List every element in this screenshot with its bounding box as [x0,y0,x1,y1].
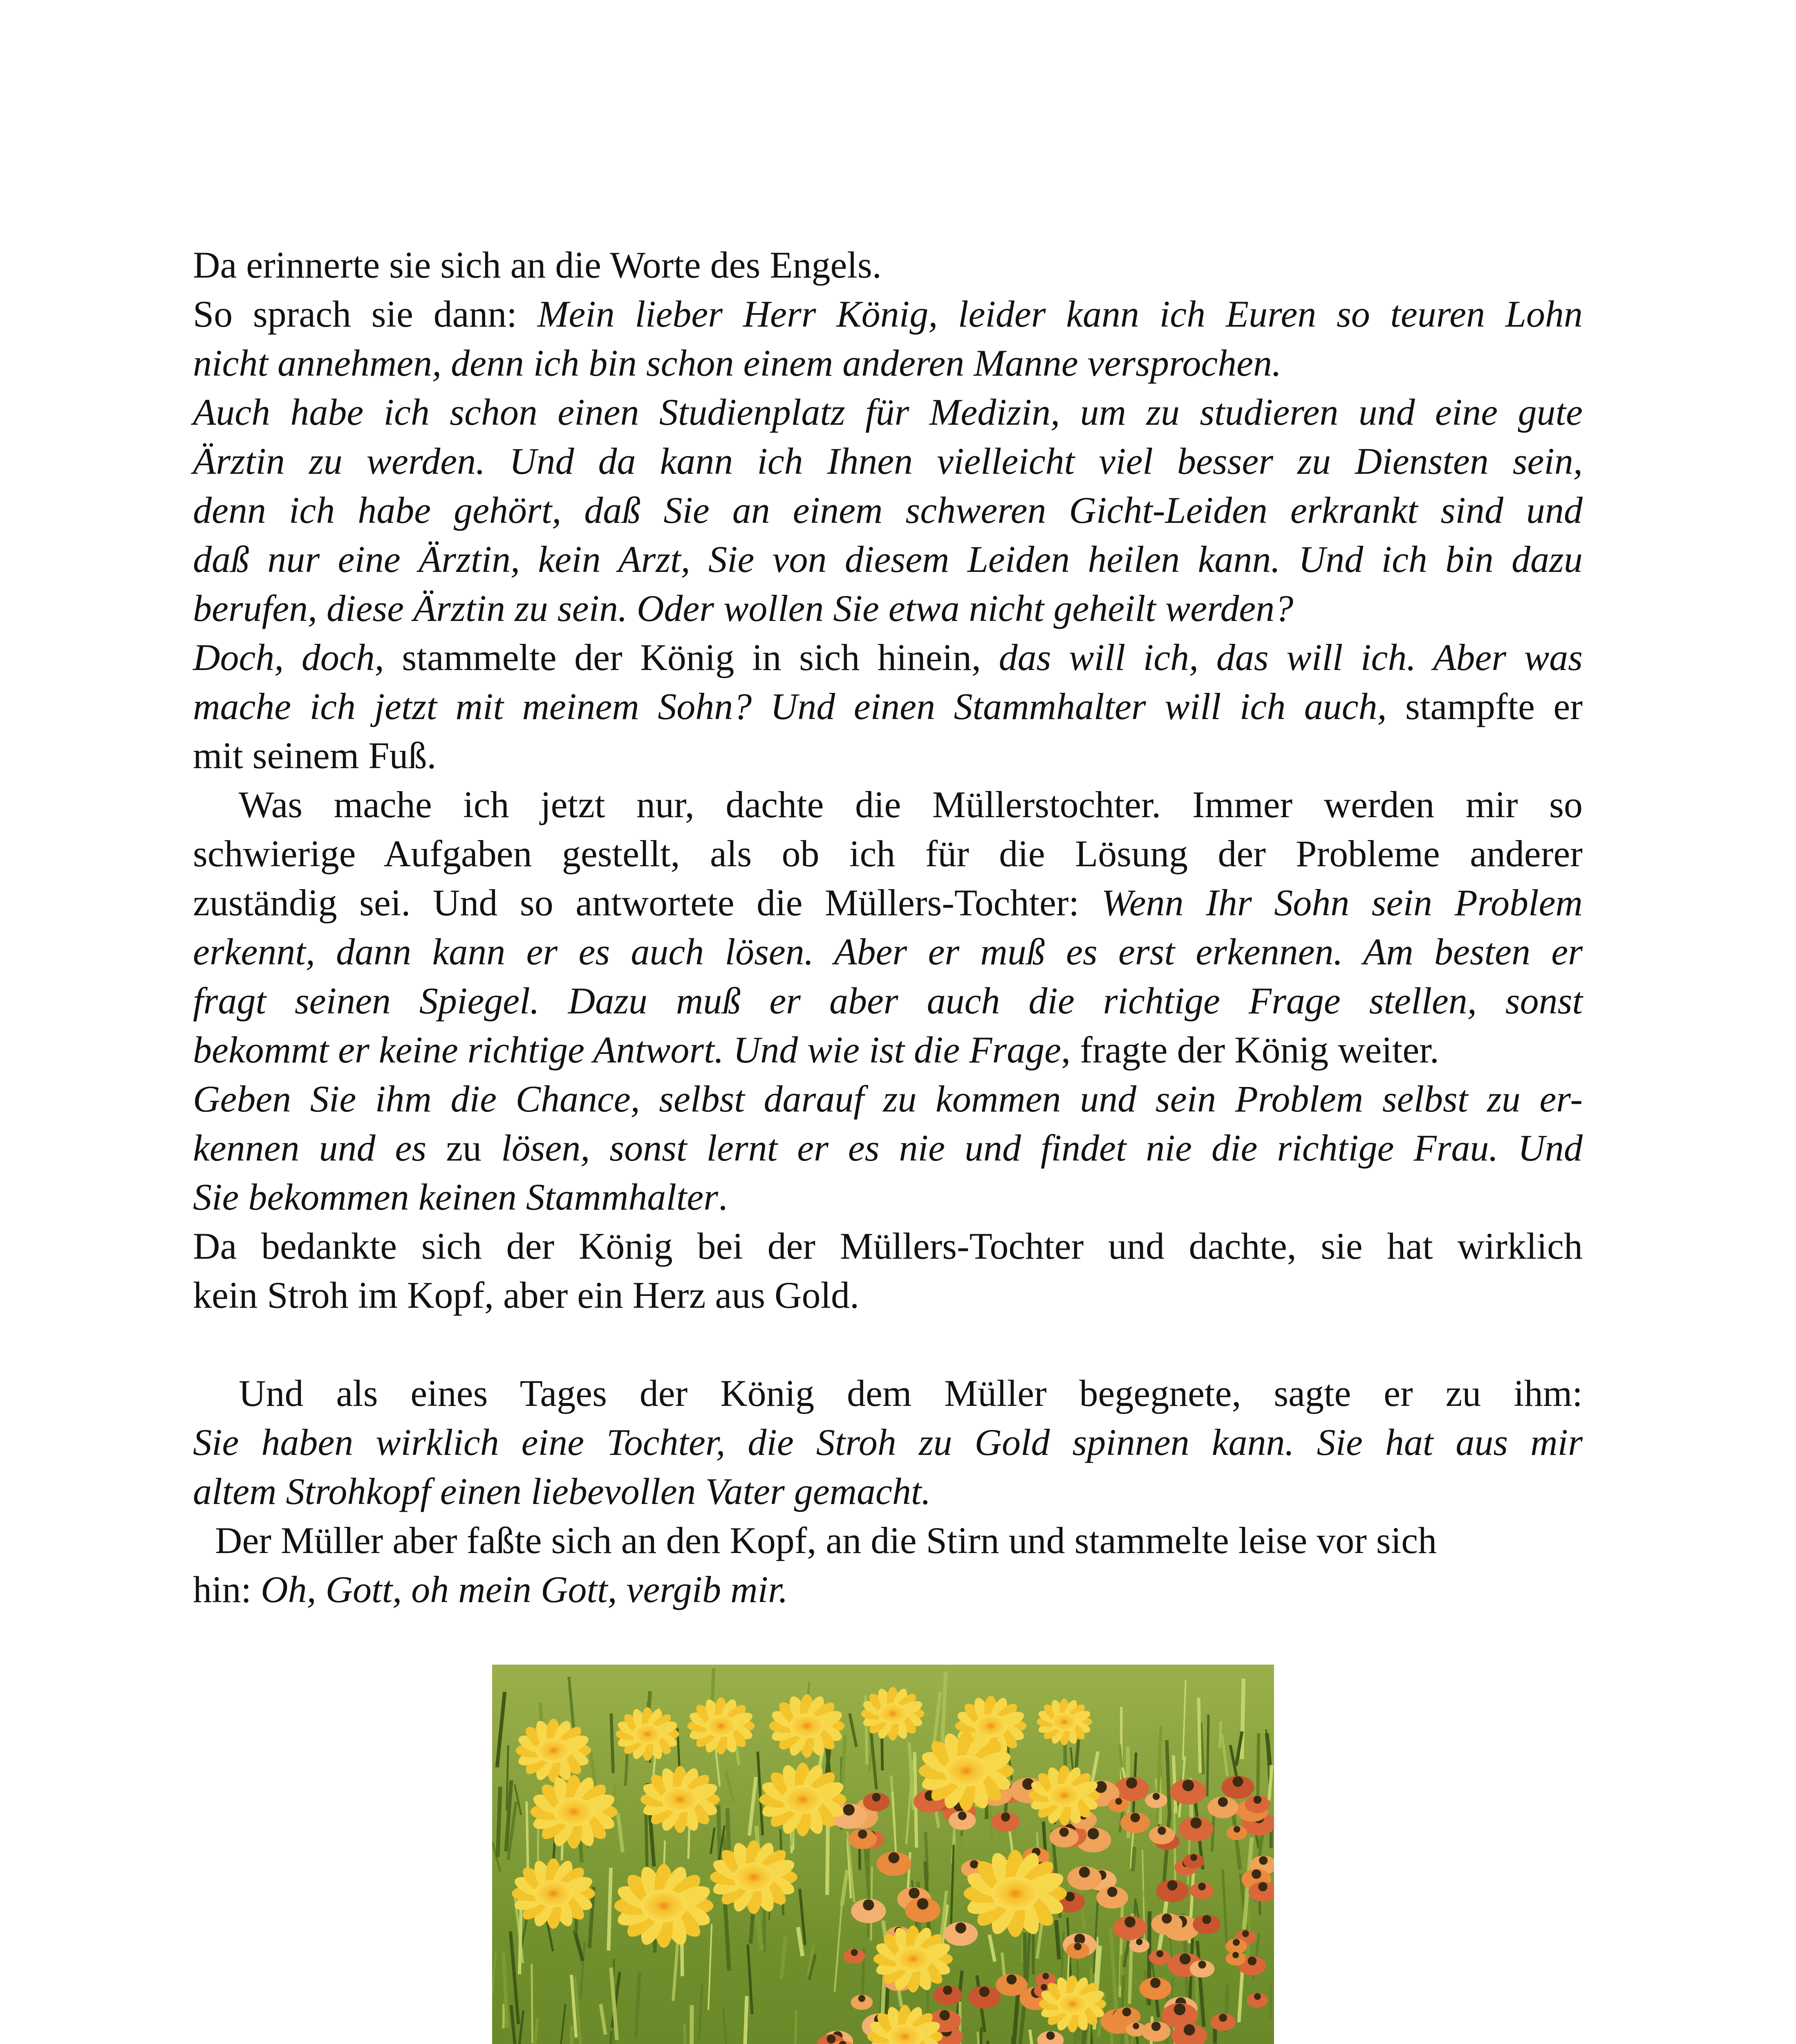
orange-flower [851,1995,873,2010]
text-line [193,1172,1583,1221]
italic-text: Doch, doch, [193,637,384,678]
body-text [193,240,1583,1614]
italic-text: erkennt, dann kann er es auch lösen. Aber er muß es erst erkennen. Am besten er [193,931,1583,973]
text-segment: hin: [193,1569,261,1610]
grass-stroke [1270,1985,1271,2019]
orange-flower [1193,1915,1220,1934]
yellow-flower [1037,1698,1092,1746]
grass-stroke [571,2026,573,2044]
yellow-flower [873,1925,953,1992]
text-line [193,1221,1583,1271]
italic-text: nicht annehmen, denn ich bin schon einem anderen Manne versprochen. [193,342,1282,384]
orange-flower [1170,1779,1207,1804]
text-segment: Was mache ich jetzt nur, dachte die Müllerstochter. Immer werden mir so [239,784,1583,825]
italic-text: mache ich jetzt mit meinem Sohn? Und einen Stammhalter will ich auch, [193,686,1387,727]
yellow-flower [919,1730,1014,1811]
yellow-flower [512,1858,595,1929]
italic-text: daß nur eine Ärztin, kein Arzt, Sie von diesem Leiden heilen kann. Und ich bin dazu [193,538,1583,580]
text-segment: . [718,1176,728,1218]
italic-text: das will ich, das will ich. Aber was [999,637,1583,678]
yellow-flower [964,1850,1067,1938]
paragraph [193,1369,1583,1614]
orange-flower [1114,1777,1149,1801]
orange-flower [844,1949,865,1964]
text-line [193,1271,1583,1320]
grass-stroke [868,1840,869,1938]
text-line [193,976,1583,1025]
yellow-flower [769,1694,844,1758]
italic-text: Sie haben wirklich eine Tochter, die Stroh zu Gold spinnen kann. Sie hat aus mir [193,1421,1583,1463]
orange-flower [1190,1960,1215,1977]
paragraph [193,780,1583,1320]
paragraph [193,240,1583,780]
text-line [193,1074,1583,1123]
grass-stroke [1220,1721,1221,1748]
orange-flower [877,1852,911,1876]
grass-stroke [1242,1679,1243,1759]
flower-meadow-painting [492,1665,1274,2044]
orange-flower [1139,1977,1171,2000]
text-segment: Da erinnerte sie sich an die Worte des Engels. [193,244,882,286]
text-line [193,1516,1583,1565]
orange-flower [1156,1880,1189,1902]
italic-text: fragt seinen Spiegel. Dazu muß er aber auch die richtige Frage stellen, sonst [193,980,1583,1022]
italic-text: altem Strohkopf einen liebevollen Vater gemacht. [193,1470,931,1512]
yellow-flower [614,1864,714,1948]
orange-flower [1066,1942,1089,1959]
text-segment: zuständig sei. Und so antwortete die Müllers-Tochter: [193,882,1102,923]
text-segment: Da bedankte sich der König bei der Müllers-Tochter und dachte, sie hat wirklich [193,1225,1583,1267]
orange-flower [1247,1993,1268,2008]
grass-stroke [498,1787,500,1857]
text-line [193,682,1583,731]
grass-stroke [1199,1698,1200,1773]
italic-text: Auch habe ich schon einen Studienplatz für Medizin, um zu studieren und eine gute [193,391,1583,433]
orange-flower [863,1793,889,1811]
orange-flower [1113,1916,1147,1940]
orange-flower [944,1922,978,1946]
orange-flower [1129,1938,1149,1952]
orange-flower [1096,1886,1128,1908]
italic-text: Geben Sie ihm die Chance, selbst darauf zu kommen und sein Problem selbst zu er- [193,1078,1583,1120]
orange-flower [905,1898,941,1923]
orange-flower [968,1986,1001,2008]
orange-flower [933,1985,962,2005]
orange-flower [1179,1817,1214,1841]
orange-flower [1227,1826,1247,1840]
italic-text: Wenn Ihr Sohn sein Problem [1101,882,1583,923]
grass-stroke [609,1868,611,1950]
orange-flower [1207,1797,1238,1818]
text-line [193,1123,1583,1172]
text-segment: Der Müller aber faßte sich an den Kopf, an die Stirn und stammelte leise vor sich [215,1520,1437,1561]
text-line [193,1467,1583,1516]
orange-flower [1142,2021,1171,2042]
yellow-flower [516,1718,591,1782]
text-line [193,731,1583,780]
text-line [193,1418,1583,1467]
italic-text: Sie bekommen keinen Stammhalter [193,1176,719,1218]
orange-flower [992,1812,1020,1832]
yellow-flower [861,1687,924,1741]
text-line [193,1025,1583,1074]
text-line [193,1369,1583,1418]
orange-flower [848,1829,877,1849]
text-line [193,240,1583,289]
text-line [193,535,1583,584]
grass-stroke [1207,1715,1208,1796]
italic-text: Ärztin zu werden. Und da kann ich Ihnen vielleicht viel besser zu Diensten sein, [193,440,1583,482]
orange-flower [949,1811,976,1830]
orange-flower [1221,1776,1254,1799]
yellow-flower [616,1707,679,1761]
italic-text: berufen, diese Ärztin zu sein. Oder wollen Sie etwa nicht geheilt werden? [193,587,1294,629]
yellow-flower [759,1762,846,1837]
italic-text: kennen und es [193,1127,427,1169]
orange-flower [1210,2013,1236,2031]
text-line [193,338,1583,388]
text-line [193,829,1583,878]
grass-stroke [611,1714,613,1773]
text-line [193,437,1583,486]
yellow-flower [710,1840,797,1914]
text-segment: kein Stroh im Kopf, aber ein Herz aus Gold. [193,1274,860,1316]
text-segment: stammelte der König in sich hinein, [384,637,999,678]
orange-flower [1225,1952,1245,1966]
orange-flower [851,1899,886,1923]
text-line [193,289,1583,338]
text-segment: Und als eines Tages der König dem Müller begegnete, sagte er zu ihm: [239,1372,1583,1414]
text-segment: So sprach sie dann: [193,293,537,335]
italic-text: Oh, Gott, oh mein Gott, vergib mir. [261,1569,788,1610]
italic-text: bekommt er keine richtige Antwort. Und wie ist die Frage [193,1029,1061,1071]
orange-flower [1183,1854,1205,1869]
yellow-flower [640,1766,720,1833]
grass-stroke [980,2027,981,2044]
orange-flower [1145,1793,1167,1808]
orange-flower [1050,1827,1079,1847]
orange-flower [1120,1812,1150,1833]
orange-flower [1067,1866,1102,1890]
yellow-flower [530,1775,617,1849]
orange-flower [1225,1939,1247,1954]
grass-stroke [1133,1847,1135,1871]
orange-flower [1149,1950,1171,1965]
yellow-flower [1039,1975,1106,2033]
text-line [193,633,1583,682]
grass-stroke [646,1811,647,1868]
text-segment: mit seinem Fuß. [193,735,437,776]
grass-stroke [1258,1733,1259,1803]
text-line [193,878,1583,927]
text-line [193,388,1583,437]
grass-stroke [532,1964,533,2043]
text-line [193,584,1583,633]
yellow-flower [687,1697,755,1755]
orange-flower [1108,1797,1129,1812]
paragraph-gap [193,1320,1583,1369]
grass-stroke [526,1802,528,1878]
grass-stroke [708,1848,709,1906]
text-line [193,486,1583,535]
italic-text: Mein lieber Herr König, leider kann ich Euren so teuren Lohn [537,293,1583,335]
orange-flower [1151,1913,1182,1935]
text-segment: zu [426,1127,502,1169]
text-segment: stampfte er [1386,686,1583,727]
orange-flower [1190,1883,1214,1899]
text-line [193,927,1583,976]
text-line [193,1565,1583,1614]
text-line [193,780,1583,829]
orange-flower [1149,1826,1175,1845]
italic-text: lösen, sonst lernt er es nie und findet nie die richtige Frau. Und [501,1127,1583,1169]
italic-text: denn ich habe gehört, daß Sie an einem schweren Gicht-Leiden erkrankt sind und [193,489,1583,531]
grass-stroke [988,2041,989,2044]
orange-flower [1245,1795,1270,1813]
yellow-flower [1029,1765,1100,1826]
text-segment: , fragte der König weiter. [1061,1029,1439,1071]
grass-stroke [1120,1955,1122,1986]
text-segment: schwierige Aufgaben gestellt, als ob ich für die Lösung der Probleme anderer [193,833,1583,874]
